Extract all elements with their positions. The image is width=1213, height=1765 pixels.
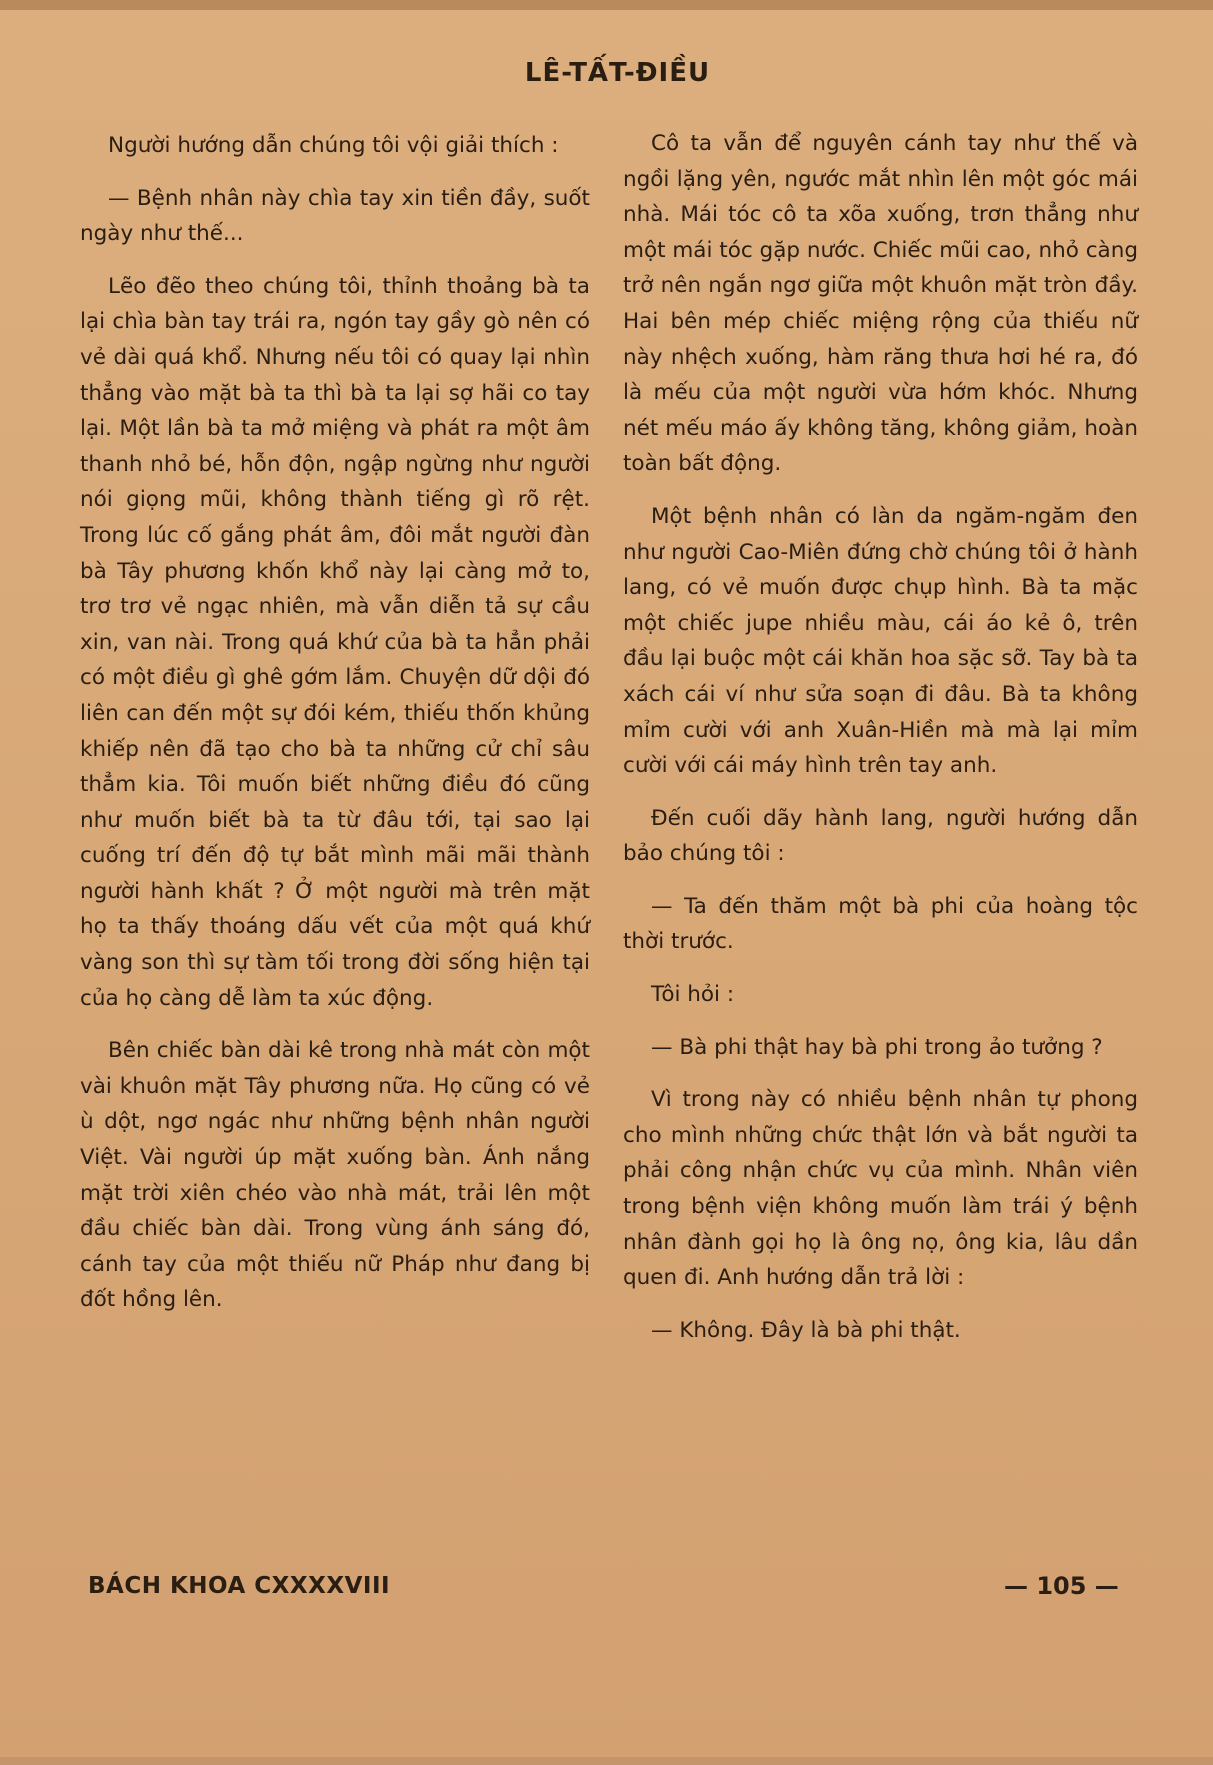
- paragraph: Vì trong này có nhiều bệnh nhân tự phong cho mình những chức thật lớn và bắt người ta phải công nhận chức vụ của mình. Nhân viên trong bệnh viện không muốn làm trái ý bệnh nhân đành gọi họ là ông nọ, ông kia, lâu dần quen đi. Anh hướng dẫn trả lời :: [623, 1087, 1138, 1291]
- paragraph: — Không. Đây là bà phi thật.: [651, 1317, 961, 1343]
- paragraph: Bên chiếc bàn dài kê trong nhà mát còn một vài khuôn mặt Tây phương nữa. Họ cũng có vẻ ù dột, ngơ ngác như những bệnh nhân người Việt. Vài người úp mặt xuống bàn. Ánh nắng mặt trời xiên chéo vào nhà mát, trải lên một đầu chiếc bàn dài. Trong vùng ánh sáng đó, cánh tay của một thiếu nữ Pháp như đang bị đốt hồng lên.: [80, 1038, 590, 1313]
- paragraph: — Ta đến thăm một bà phi của hoàng tộc thời trước.: [623, 893, 1138, 955]
- paragraph: — Bệnh nhân này chìa tay xin tiền đầy, suốt ngày như thế...: [80, 185, 590, 247]
- paragraph: Một bệnh nhân có làn da ngăm-ngăm đen như người Cao-Miên đứng chờ chúng tôi ở hành lang, có vẻ muốn được chụp hình. Bà ta mặc một chiếc jupe nhiều màu, cái áo kẻ ô, trên đầu lại buộc một cái khăn hoa sặc sỡ. Tay bà ta xách cái ví như sửa soạn đi đâu. Bà ta không mỉm cười với anh Xuân-Hiền mà mà lại mỉm cười với cái máy hình trên tay anh.: [623, 503, 1138, 779]
- right-text-column: [623, 126, 1138, 1365]
- paragraph: Lẽo đẽo theo chúng tôi, thỉnh thoảng bà ta lại chìa bàn tay trái ra, ngón tay gầy gò nên có vẻ dài quá khổ. Nhưng nếu tôi có quay lại nhìn thẳng vào mặt bà ta thì bà ta lại sợ hãi co tay lại. Một lần bà ta mở miệng và phát ra một âm thanh nhỏ bé, hỗn độn, ngập ngừng như người nói giọng mũi, không thành tiếng gì rõ rệt. Trong lúc cố gắng phát âm, đôi mắt người đàn bà Tây phương khốn khổ này lại càng mở to, trơ trơ vẻ ngạc nhiên, mà vẫn diễn tả sự cầu xin, van nài. Trong quá khứ của bà ta hẳn phải có một điều gì ghê gớm lắm. Chuyện dữ dội đó liên can đến một sự đói kém, thiếu thốn khủng khiếp nên đã tạo cho bà ta những cử chỉ sâu thẳm kia. Tôi muốn biết những điều đó cũng như muốn biết bà ta từ đâu tới, tại sao lại cuống trí đến độ tự bắt mình mãi mãi thành người hành khất ? Ở một người mà trên mặt họ ta thấy thoáng dấu vết của một quá khứ vàng son thì sự tàm tối trong đời sống hiện tại của họ càng dễ làm ta xúc động.: [80, 273, 590, 1011]
- page-number: — 105 —: [1004, 1572, 1119, 1600]
- page-top-edge: [0, 0, 1213, 10]
- paragraph: Người hướng dẫn chúng tôi vội giải thích :: [108, 133, 559, 158]
- publication-footer: BÁCH KHOA CXXXXVIII: [88, 1573, 391, 1599]
- left-text-column: [80, 128, 590, 1335]
- paragraph: Đến cuối dãy hành lang, người hướng dẫn bảo chúng tôi :: [623, 805, 1138, 867]
- page-bottom-edge: [0, 1757, 1213, 1765]
- paragraph: — Bà phi thật hay bà phi trong ảo tưởng ?: [651, 1034, 1103, 1060]
- running-head-author: LÊ-TẤT-ĐIỀU: [524, 58, 711, 88]
- paragraph: Cô ta vẫn để nguyên cánh tay như thế và ngồi lặng yên, ngước mắt nhìn lên một góc mái nhà. Mái tóc cô ta xõa xuống, trơn thẳng như một mái tóc gặp nước. Chiếc mũi cao, nhỏ càng trở nên ngắn ngơ giữa một khuôn mặt tròn đầy. Hai bên mép chiếc miệng rộng của thiếu nữ này nhệch xuống, hàm răng thưa hơi hé ra, đó là mếu của một người vừa hớm khóc. Nhưng nét mếu máo ấy không tăng, không giảm, hoàn toàn bất động.: [623, 131, 1138, 477]
- paragraph: Tôi hỏi :: [651, 982, 735, 1008]
